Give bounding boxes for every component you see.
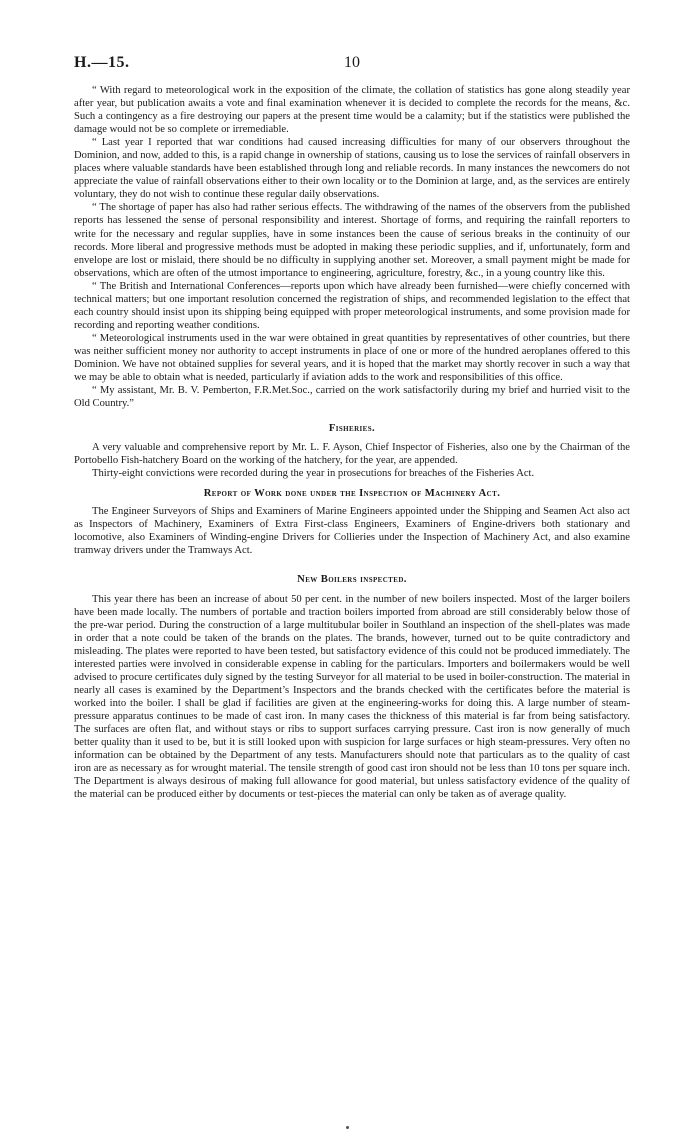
paragraph: “ The shortage of paper has also had rather serious effects. The withdrawing of the names of the observers from the published reports has lessened the sense of personal responsibility and interest. Shortage of forms, and requiring the rainfall reporters to write for the necessary and regular supplies, have in some instances been the cause of serious breaks in the continuity of our records. More liberal and progressive methods must be adopted in making these periodic supplies, and if, unfortunately, form and envelope are lost or mislaid, there should be no difficulty in supplying another set. Moreover, a small payment might be made for observations, which are often of the utmost importance to engineering, agriculture, forestry, &c., in a young country like this. bbox=[74, 202, 630, 279]
boilers-section bbox=[74, 574, 630, 802]
section-heading-boilers: New Boilers inspected. bbox=[297, 573, 407, 585]
paragraph: Thirty-eight convictions were recorded during the year in prosecutions for breaches of the Fisheries Act. bbox=[92, 468, 535, 480]
machinery-section bbox=[74, 488, 630, 557]
paragraph: A very valuable and comprehensive report by Mr. L. F. Ayson, Chief Inspector of Fisheries, also one by the Chairman of the Portobello Fish-hatchery Board on the working of the hatchery, for the year, are appended. bbox=[74, 442, 630, 467]
paragraph: This year there has been an increase of about 50 per cent. in the number of new boilers inspected. Most of the larger boilers have been made locally. The numbers of portable and traction boilers imported from abroad are still considerably below those of the pre-war period. During the construction of a large multitubular boiler in Southland an inspection of the shell-plates was made in order that a note could be taken of the brands on the plates. The brands, however, turned out to be quite contradictory and misleading. The plates were reported to have been tested, but satisfactory evidence of this could not be produced immediately. The interested parties were involved in considerable expense in cabling for the particulars. Importers and boilermakers would be well advised to procure certificates duly signed by the testing Surveyor for all material to be used in boiler-construction. The material in nearly all cases is examined by the Department’s Inspectors and the brands checked with the certificates before the material is worked into the boiler. I shall be glad if facilities are given at the engineering-works for doing this. A large number of steam-pressure apparatus continues to be made of cast iron. In many cases the thickness of this material is far from being satisfactory. The surfaces are often flat, and without stays or ribs to support surfaces carrying pressure. Cast iron is now generally of much better quality than it used to be, but it is still looked upon with suspicion for large surfaces or high steam-pressures. Very often no information can be obtained by the Department of any tests. Manufacturers should note that particulars as to the quality of cast iron are as necessary as for wrought material. The tensile strength of good cast iron should not be less than 10 tons per square inch. The Department is always desirous of making full allowance for good material, but unless satisfactory evidence of the quality of the material can be produced either by documents or test-pieces the material can only be taken as of average quality. bbox=[74, 593, 630, 801]
paragraph: “ The British and International Conferences—reports upon which have already been furnished—were chiefly concerned with technical matters; but one important resolution concerned the registration of ships, and recommended legislation to the effect that each country should insist upon its shipping being equipped with proper meteorological instruments, and some provision made for recording and reporting weather conditions. bbox=[74, 280, 630, 331]
paragraph: “ With regard to meteorological work in the exposition of the climate, the collation of statistics has gone along steadily year after year, but publication awaits a vote and final examination whenever it is decided to complete the records for the means, &c. Such a contingency as a fire destroying our papers at the present time would be a calamity; but if the statistics were published the damage would not be so complete or irremediable. bbox=[74, 85, 630, 136]
page-number: 10 bbox=[344, 54, 360, 71]
page-header bbox=[74, 54, 630, 84]
paragraph: “ Last year I reported that war conditions had caused increasing difficulties for many of our observers throughout the Dominion, and now, added to this, is a rapid change in ownership of stations, causing us to lose the services of rainfall observers in places where valuable standards have been established through long and reliable records. In many instances the newcomers do not appreciate the value of rainfall observations either to their own locality or to the Dominion at large, and, as the services are entirely voluntary, they do not wish to continue these regular daily observations. bbox=[74, 137, 630, 201]
paragraph: “ My assistant, Mr. B. V. Pemberton, F.R.Met.Soc., carried on the work satisfactorily during my brief and hurried visit to the Old Country.” bbox=[74, 385, 630, 410]
page-footer-dot bbox=[346, 1126, 349, 1129]
paragraph: “ Meteorological instruments used in the war were obtained in great quantities by representatives of other countries, but there was neither sufficient money nor authority to accept instruments in place of one or more of the hundred aeroplanes offered to this Dominion. We have not obtained supplies for several years, and it is hoped that the market may shortly recover in such a way that we may be able to obtain what is needed, particularly if aviation adds to the work and responsibilities of this office. bbox=[74, 332, 630, 384]
paragraph: The Engineer Surveyors of Ships and Examiners of Marine Engineers appointed under the Shipping and Seamen Act also act as Inspectors of Machinery, Examiners of Extra First-class Engineers, Examiners of Engine-drivers both stationary and locomotive, also Examiners of Winding-engine Drivers for Collieries under the Inspection of Machinery Act, and also examine tramway drivers under the Tramways Act. bbox=[74, 506, 630, 557]
meteorology-section bbox=[74, 84, 630, 410]
document-reference: H.—15. bbox=[74, 54, 130, 71]
fisheries-section bbox=[74, 423, 630, 480]
section-heading-machinery: Report of Work done under the Inspection of Machinery Act. bbox=[203, 488, 501, 500]
section-heading-fisheries: Fisheries. bbox=[328, 423, 376, 435]
